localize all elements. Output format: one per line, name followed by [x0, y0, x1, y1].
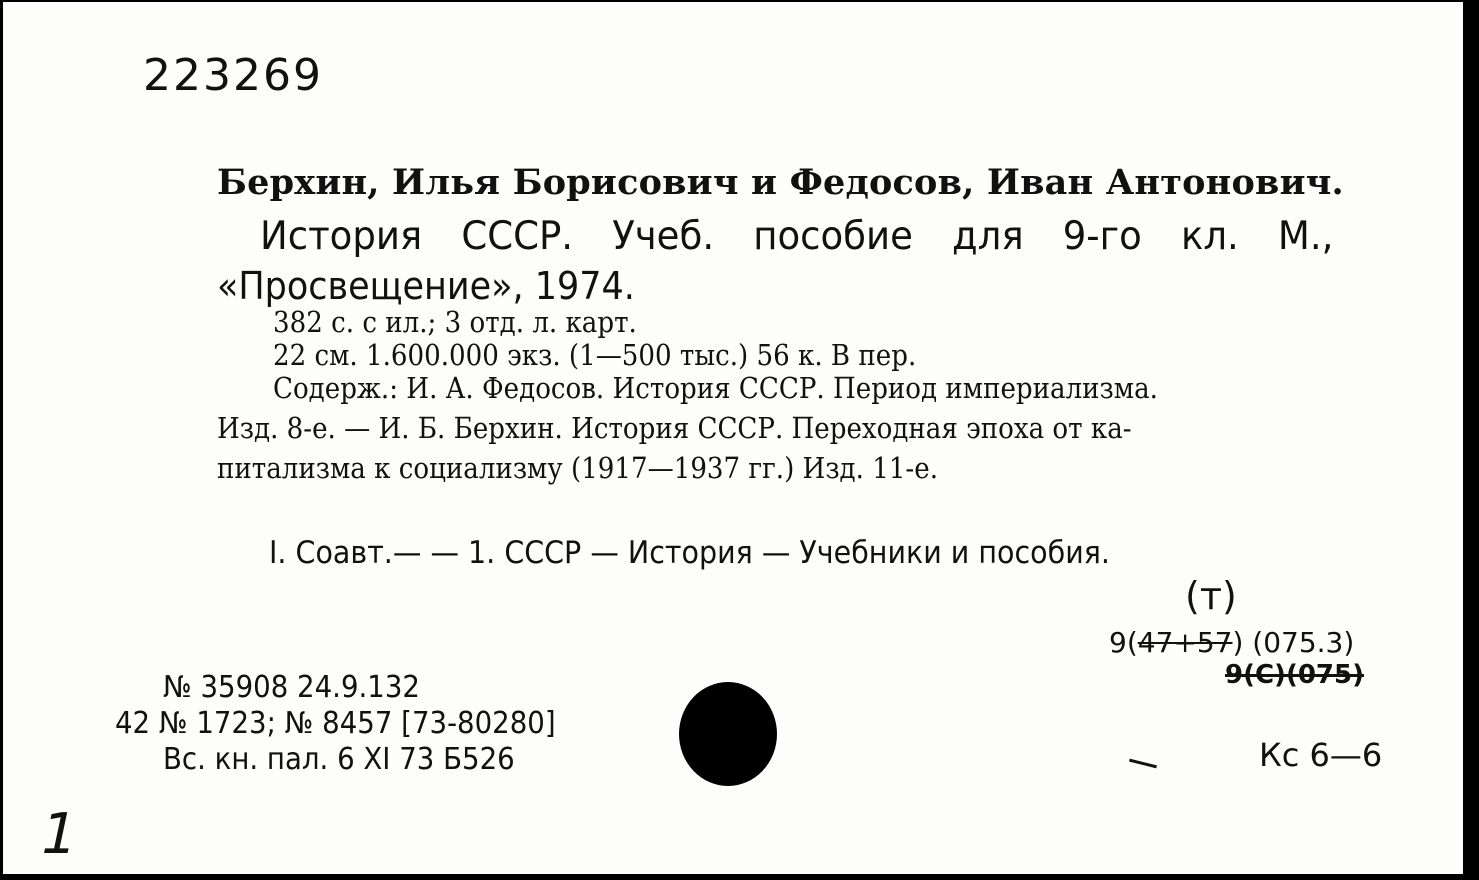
registry-line-1: № 35908 24.9.132: [163, 670, 420, 705]
punch-hole: [679, 682, 777, 786]
bbk-index-suffix: ) (075.3): [1232, 626, 1355, 659]
registry-line-3: Вс. кн. пал. 6 XI 73 Б526: [163, 742, 515, 777]
dash-mark: [1129, 759, 1157, 769]
title-word: Учеб.: [612, 214, 715, 259]
contents-line-2: Изд. 8-е. — И. Б. Берхин. История СССР. Переходная эпоха от ка-: [217, 411, 1132, 445]
title-word: для: [952, 214, 1024, 259]
kc-code: Кс 6—6: [1259, 736, 1383, 774]
bbk-index-prefix: 9(: [1109, 626, 1138, 659]
title-word: кл.: [1180, 214, 1239, 259]
title-word: История: [260, 214, 423, 259]
registry-line-2: 42 № 1723; № 8457 [73-80280]: [115, 706, 556, 741]
handwritten-number: 1: [34, 802, 84, 867]
catalog-card: [3, 2, 1463, 874]
contents-line-3: питализма к социализму (1917—1937 гг.) Изд. 11-е.: [217, 451, 938, 485]
title-word: пособие: [753, 214, 913, 259]
authors-heading: Берхин, Илья Борисович и Федосов, Иван Антонович.: [217, 162, 1344, 203]
title-word: 9-го: [1062, 214, 1142, 259]
contents-line-1: Содерж.: И. А. Федосов. История СССР. Период империализма.: [273, 371, 1158, 405]
tracings-line: I. Соавт.— — 1. СССР — История — Учебники и пособия.: [269, 535, 1110, 571]
publisher-line: «Просвещение», 1974.: [217, 264, 635, 308]
bbk-index-struck: 47+57: [1137, 626, 1233, 659]
title-word: М.,: [1277, 214, 1334, 259]
bbk-handwritten-mark: (т): [1185, 574, 1237, 618]
bbk-index: [1109, 626, 1354, 659]
inventory-number: 223269: [143, 50, 323, 101]
book-title: [260, 214, 1334, 259]
bbk-index-crossed-out: 9(С)(075): [1225, 660, 1364, 690]
size-line: 22 см. 1.600.000 экз. (1—500 тыс.) 56 к. В пер.: [273, 338, 917, 372]
title-word: СССР.: [461, 214, 574, 259]
pages-line: 382 с. с ил.; 3 отд. л. карт.: [273, 305, 637, 339]
card-edge-shadow: [1463, 0, 1479, 880]
